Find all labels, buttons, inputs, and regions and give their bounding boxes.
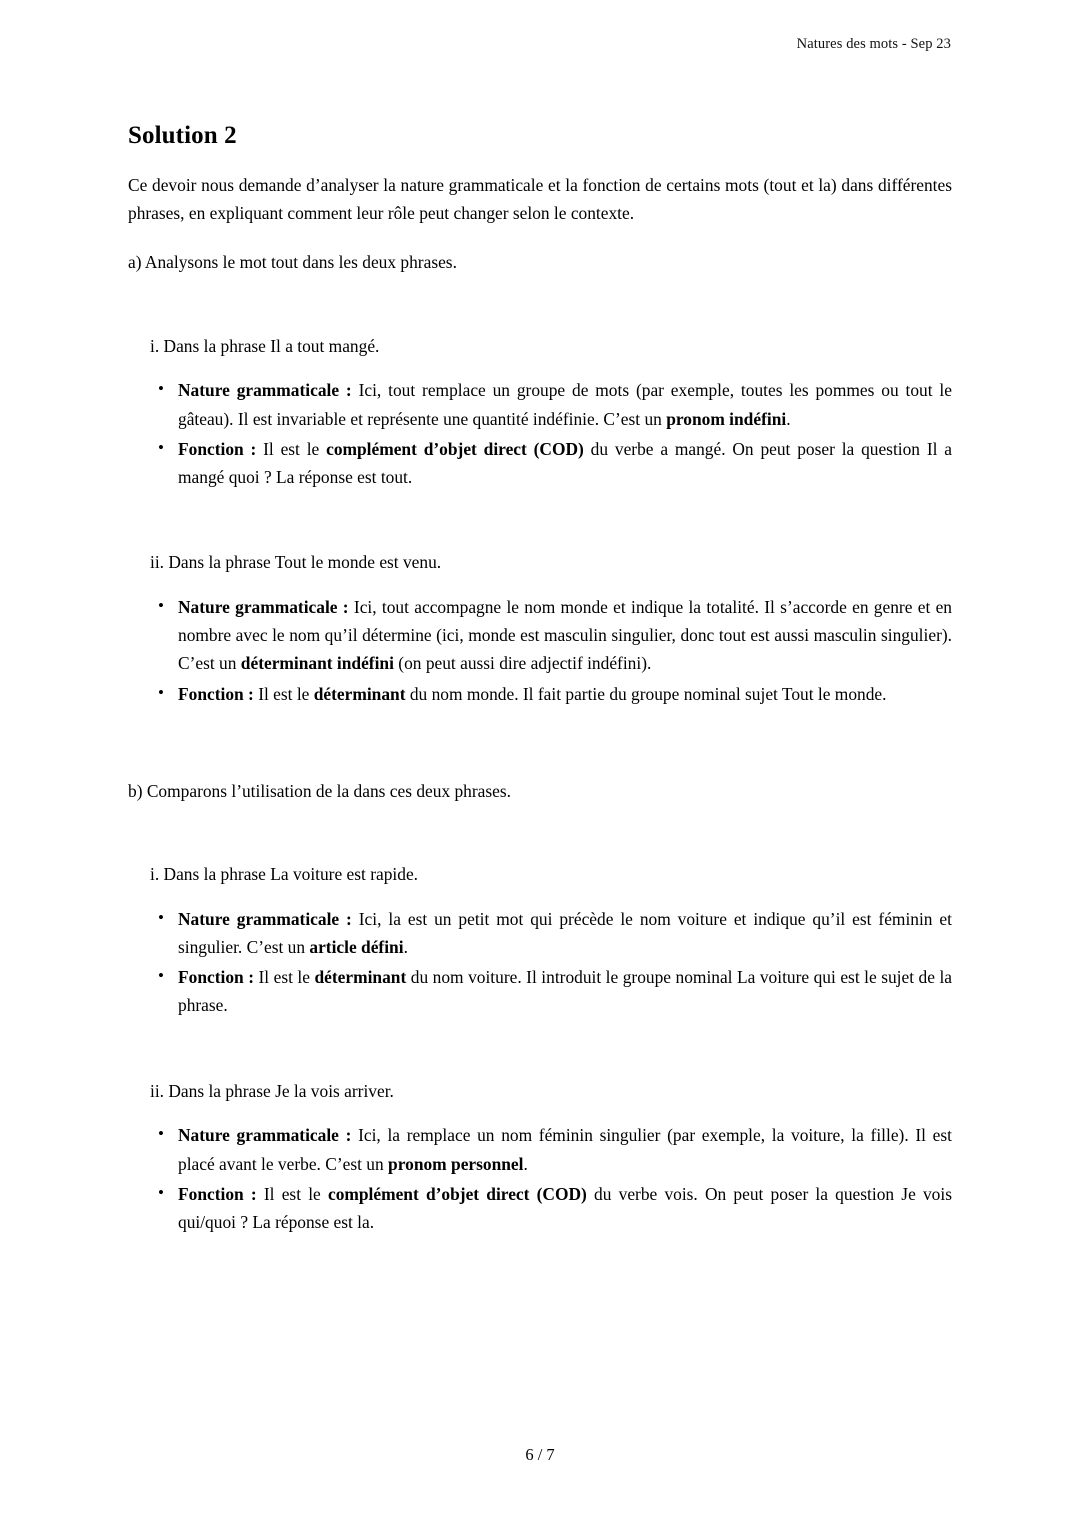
bullet-label: Fonction : bbox=[178, 1183, 257, 1204]
bullet-emphasis: pronom indéfini bbox=[666, 408, 787, 429]
bullet-text: Ici, tout accompagne le nom monde et indique la totalité. Il s’accorde en genre et en nombre avec le nom qu’il détermine (ici, monde est masculin singulier, donc tout est aussi masculin singulier). C’est un bbox=[178, 597, 952, 674]
bullet-text-tail: . bbox=[786, 408, 791, 429]
spacer bbox=[128, 493, 952, 549]
list-item bbox=[150, 1180, 952, 1236]
bullet-text-tail: du nom monde. Il fait partie du groupe nominal sujet Tout le monde. bbox=[405, 683, 887, 704]
bullet-text: Il est le bbox=[254, 967, 315, 988]
spacer bbox=[128, 710, 952, 756]
bullet-text: Il est le bbox=[256, 438, 327, 459]
section-a-item-ii-list bbox=[128, 593, 952, 708]
list-item bbox=[150, 905, 952, 961]
bullet-text-tail: (on peut aussi dire adjectif indéfini). bbox=[393, 653, 652, 674]
spacer bbox=[128, 277, 952, 333]
section-a-item-i-heading: i. Dans la phrase Il a tout mangé. bbox=[150, 335, 380, 356]
list-item bbox=[150, 680, 952, 708]
bullet-text: Il est le bbox=[256, 1183, 328, 1204]
bullet-emphasis: déterminant bbox=[313, 683, 406, 704]
section-a-item-i-list bbox=[128, 376, 952, 491]
bullet-label: Nature grammaticale : bbox=[178, 908, 352, 929]
bullet-text: Ici, la remplace un nom féminin singulier (par exemple, la voiture, la fille). Il est placé avant le verbe. C’est un bbox=[178, 1125, 952, 1174]
section-b-lead: b) Comparons l’utilisation de la dans ces deux phrases. bbox=[128, 780, 511, 801]
bullet-text-tail: . bbox=[403, 936, 408, 957]
section-b-item-ii-heading: ii. Dans la phrase Je la vois arriver. bbox=[150, 1080, 394, 1101]
bullet-text-tail: du nom voiture. Il introduit le groupe nominal La voiture qui est le sujet de la phrase. bbox=[178, 967, 952, 1016]
bullet-text-tail: du verbe vois. On peut poser la question Je vois qui/quoi ? La réponse est la. bbox=[178, 1183, 952, 1232]
list-item bbox=[150, 593, 952, 678]
page-title: Solution 2 bbox=[128, 122, 237, 149]
bullet-label: Fonction : bbox=[178, 967, 254, 988]
bullet-label: Fonction : bbox=[178, 683, 254, 704]
bullet-label: Nature grammaticale : bbox=[178, 597, 349, 617]
list-item bbox=[150, 963, 952, 1019]
spacer bbox=[128, 805, 952, 861]
section-b-item-ii-list bbox=[128, 1121, 952, 1236]
list-item bbox=[150, 435, 952, 491]
spacer bbox=[128, 1022, 952, 1078]
page-footer bbox=[0, 1445, 1080, 1465]
bullet-label: Nature grammaticale : bbox=[178, 1125, 352, 1146]
list-item bbox=[150, 376, 952, 432]
bullet-text: Ici, la est un petit mot qui précède le nom voiture et indique qu’il est féminin et singulier. C’est un bbox=[178, 908, 952, 957]
bullet-label: Nature grammaticale : bbox=[178, 380, 352, 401]
page-number: 6 / 7 bbox=[525, 1445, 555, 1464]
bullet-emphasis: complément d’objet direct (COD) bbox=[326, 438, 584, 459]
section-a-item-ii-heading: ii. Dans la phrase Tout le monde est venu. bbox=[150, 552, 442, 573]
bullet-text: Ici, tout remplace un groupe de mots (par exemple, toutes les pommes ou tout le gâteau). Il est invariable et représente une quantité indéfinie. C’est un bbox=[178, 380, 952, 429]
list-item bbox=[150, 1121, 952, 1177]
bullet-text-tail: du verbe a mangé. On peut poser la question Il a mangé quoi ? La réponse est tout. bbox=[178, 438, 952, 487]
running-header: Natures des mots - Sep 23 bbox=[796, 36, 951, 52]
bullet-emphasis: pronom personnel bbox=[388, 1153, 524, 1174]
section-a-lead: a) Analysons le mot tout dans les deux phrases. bbox=[128, 252, 457, 273]
intro-paragraph: Ce devoir nous demande d’analyser la nature grammaticale et la fonction de certains mots (tout et la) dans différentes phrases, en expliquant comment leur rôle peut changer selon le contexte. bbox=[128, 175, 952, 224]
bullet-text-tail: . bbox=[523, 1153, 528, 1174]
bullet-text: Il est le bbox=[253, 683, 314, 704]
bullet-emphasis: déterminant bbox=[314, 967, 407, 988]
bullet-emphasis: complément d’objet direct (COD) bbox=[327, 1183, 587, 1204]
section-b-item-i-list bbox=[128, 905, 952, 1020]
section-b-item-i-heading: i. Dans la phrase La voiture est rapide. bbox=[150, 863, 419, 884]
bullet-emphasis: déterminant indéfini bbox=[240, 653, 394, 674]
bullet-label: Fonction : bbox=[178, 438, 257, 459]
bullet-emphasis: article défini bbox=[309, 936, 404, 957]
